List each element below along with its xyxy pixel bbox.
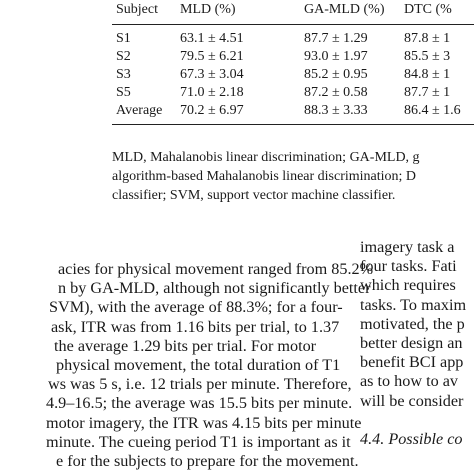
right-text-column [360,238,466,449]
cell-dtc: 84.8 ± 1 [404,67,451,82]
cell-ga-mld: 93.0 ± 1.97 [304,49,368,64]
cell-dtc: 87.7 ± 1 [404,85,451,100]
header-ga-mld: GA-MLD (%) [304,2,385,17]
text-line: minute. The cueing period T1 is important as it [46,432,351,451]
text-line: motivated, the p [360,314,465,333]
table-bottom-rule [112,124,474,125]
table-header-rule [112,24,474,25]
table-footnote [112,148,474,205]
left-text-column [0,260,373,471]
cell-mld: 67.3 ± 3.04 [180,67,244,82]
text-line: which requires [360,276,456,295]
cell-ga-mld: 85.2 ± 0.95 [304,67,368,82]
cell-dtc: 85.5 ± 3 [404,49,451,64]
cell-subject: S2 [116,49,131,64]
text-line: ask, ITR was from 1.16 bits per trial, to 1.37 [51,317,340,336]
text-line: 4.9–16.5; the average was 15.5 bits per minute. [46,394,353,413]
footnote-line: algorithm-based Mahalanobis linear discrimination; D [112,169,417,184]
cell-mld: 63.1 ± 4.51 [180,31,244,46]
section-heading: 4.4. Possible co [360,429,463,448]
footnote-line: classifier; SVM, support vector machine classifier. [112,188,396,203]
cell-dtc: 87.8 ± 1 [404,31,451,46]
cell-subject: S3 [116,67,131,82]
text-line: SVM), with the average of 88.3%; for a four- [49,298,343,317]
cell-mld: 71.0 ± 2.18 [180,85,244,100]
cell-subject: Average [116,103,163,118]
text-line: will be consider [360,391,464,410]
text-line: four tasks. Fati [360,257,457,276]
text-line: motor imagery, the ITR was 4.15 bits per minute [46,413,362,432]
header-mld: MLD (%) [180,2,236,17]
cell-ga-mld: 87.2 ± 0.58 [304,85,368,100]
text-line: the average 1.29 bits per trial. For motor [54,336,317,355]
cell-mld: 70.2 ± 6.97 [180,103,244,118]
text-line: tasks. To maxim [360,295,467,314]
header-dtc: DTC (% [404,2,452,17]
text-line: benefit BCI app [360,353,464,372]
cell-subject: S5 [116,85,131,100]
text-line: physical movement, the total duration of T1 [56,355,341,374]
text-line: n by GA-MLD, although not significantly better [58,279,371,298]
text-line: better design an [360,333,463,352]
cell-subject: S1 [116,31,131,46]
text-line: as to how to av [360,372,459,391]
footnote-line: MLD, Mahalanobis linear discrimination; GA-MLD, g [112,150,420,165]
cell-mld: 79.5 ± 6.21 [180,49,244,64]
cell-ga-mld: 87.7 ± 1.29 [304,31,368,46]
text-line: acies for physical movement ranged from 85.2% [58,260,374,278]
cell-dtc: 86.4 ± 1.6 [404,103,461,118]
header-subject: Subject [116,2,158,17]
text-line: e for the subjects to prepare for the movement. [56,451,359,470]
text-line: imagery task a [360,238,455,256]
paragraph-gap [360,411,466,430]
cell-ga-mld: 88.3 ± 3.33 [304,103,368,118]
text-line: ws was 5 s, i.e. 12 trials per minute. Therefore, [48,375,352,394]
